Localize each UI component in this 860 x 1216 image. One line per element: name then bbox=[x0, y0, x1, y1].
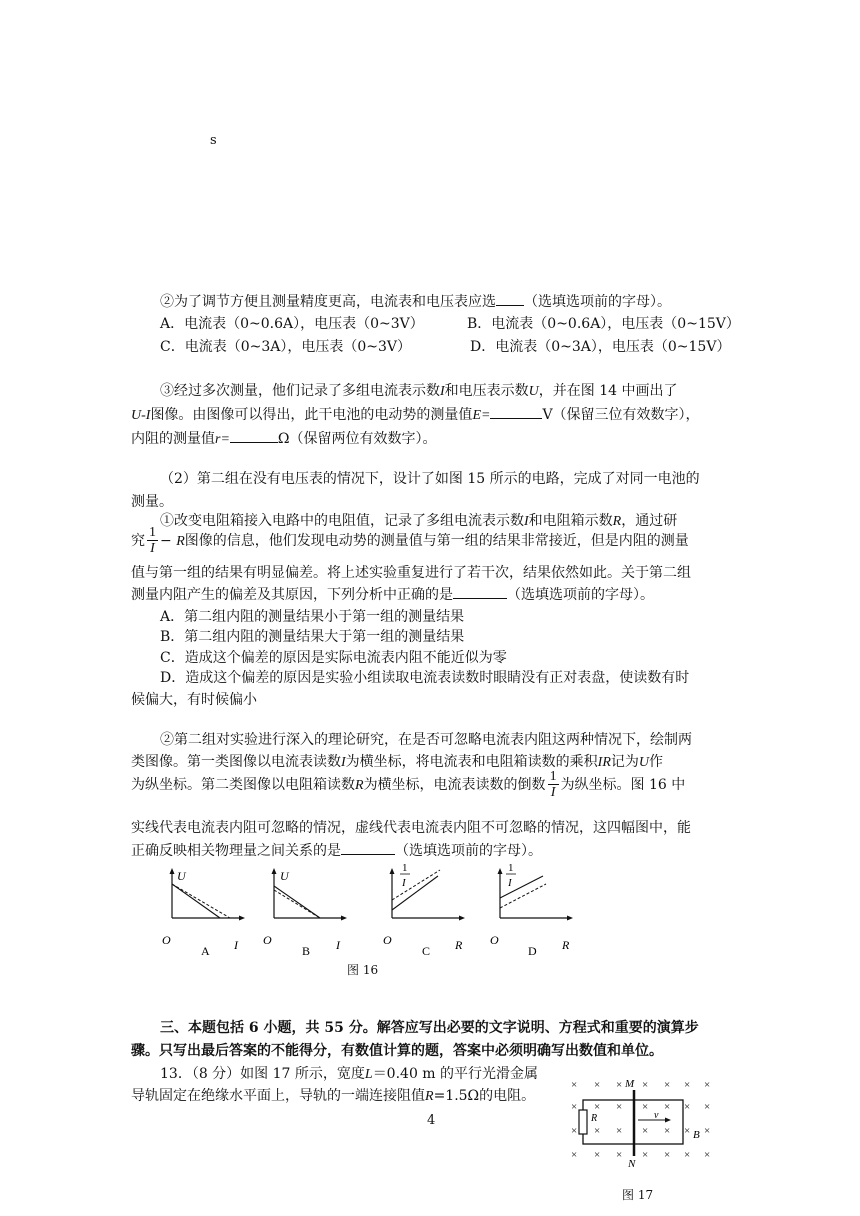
part3-text: 作 bbox=[649, 754, 664, 770]
label-m: M bbox=[625, 1078, 635, 1090]
field-cross: × bbox=[616, 1125, 623, 1137]
frac-numerator: 1 bbox=[549, 769, 557, 784]
q3-text: ，并在图 14 中画出了 bbox=[538, 383, 678, 399]
figure-17 bbox=[568, 1074, 718, 1184]
emf-answer-blank[interactable] bbox=[490, 404, 542, 419]
part2-s4 bbox=[131, 584, 654, 604]
fraction-1-over-I bbox=[548, 770, 559, 800]
q3-text: 内阻的测量值 bbox=[131, 431, 215, 447]
label-v: v bbox=[654, 1110, 659, 1121]
graph-a-xlabel: I bbox=[234, 938, 238, 952]
page-number: 4 bbox=[427, 1113, 436, 1128]
resistor-symbol bbox=[579, 1110, 587, 1134]
part2-answer-blank[interactable] bbox=[453, 584, 507, 599]
graph-a-origin: O bbox=[162, 933, 171, 947]
var-R: R bbox=[355, 778, 364, 793]
part3-text: 为纵坐标。第二类图像以电阻箱读数 bbox=[131, 777, 355, 793]
q2-answer-blank[interactable] bbox=[496, 291, 524, 306]
q2-option-c: C．电流表（0~3A），电压表（0~3V） bbox=[160, 339, 412, 355]
section3-l2: 骤。只写出最后答案的不能得分，有数值计算的题，答案中必须明确写出数值和单位。 bbox=[131, 1043, 663, 1059]
part2-s2 bbox=[131, 526, 689, 556]
q3-line2 bbox=[131, 404, 700, 424]
graph-b-xlabel: I bbox=[336, 938, 340, 952]
part3-l5 bbox=[131, 840, 542, 860]
q2-tail: （选填选项前的字母）。 bbox=[524, 294, 671, 310]
var-E: E= bbox=[472, 408, 491, 423]
part3-l2 bbox=[131, 751, 663, 771]
var-I: I bbox=[341, 755, 346, 770]
field-cross: × bbox=[571, 1149, 578, 1161]
field-cross: × bbox=[616, 1079, 623, 1091]
figure-17-caption: 图 17 bbox=[622, 1188, 654, 1202]
field-cross: × bbox=[704, 1079, 711, 1091]
part3-l3 bbox=[131, 770, 685, 800]
field-cross: × bbox=[594, 1079, 601, 1091]
q13-text: =1.5Ω的电阻。 bbox=[433, 1088, 536, 1104]
graph-d-ylabel-den: I bbox=[508, 877, 512, 889]
field-cross: × bbox=[664, 1101, 671, 1113]
graph-b-origin: O bbox=[263, 933, 272, 947]
q3-text: 和电压表示数 bbox=[444, 383, 529, 399]
q2-option-a: A．电流表（0~0.6A），电压表（0~3V） bbox=[160, 316, 424, 332]
frac-numerator: 1 bbox=[149, 525, 156, 540]
field-cross: × bbox=[684, 1101, 691, 1113]
var-U: U bbox=[638, 755, 650, 770]
field-cross: × bbox=[664, 1125, 671, 1137]
q13-text: 13．（8 分）如图 17 所示，宽度 bbox=[160, 1066, 365, 1082]
field-cross: × bbox=[642, 1125, 649, 1137]
graph-d-origin: O bbox=[490, 933, 499, 947]
part3-text: 记为 bbox=[610, 754, 639, 770]
q3-text: V（保留三位有效数字）， bbox=[542, 407, 700, 423]
part3-text: （选填选项前的字母）。 bbox=[395, 843, 542, 859]
frac-denominator: I bbox=[550, 785, 556, 800]
part2-option-c: C．造成这个偏差的原因是实际电流表内阻不能近似为零 bbox=[160, 650, 507, 666]
part3-l1: ②第二组对实验进行深入的理论研究，在是否可忽略电流表内阻这两种情况下，绘制两 bbox=[160, 732, 692, 748]
var-U: U bbox=[528, 384, 539, 399]
field-cross: × bbox=[571, 1101, 578, 1113]
field-cross: × bbox=[594, 1125, 601, 1137]
graph-a-letter: A bbox=[201, 944, 210, 958]
field-cross: × bbox=[664, 1149, 671, 1161]
graph-c-origin: O bbox=[383, 933, 392, 947]
field-cross: × bbox=[571, 1125, 578, 1137]
part2-text: 和电阻箱示数 bbox=[528, 513, 613, 529]
part2-text: ，通过研 bbox=[621, 513, 678, 529]
graph-b bbox=[263, 868, 347, 958]
part2-text: （选填选项前的字母）。 bbox=[507, 587, 654, 603]
graph-a-ylabel: U bbox=[177, 869, 186, 883]
label-b: B bbox=[693, 1129, 700, 1141]
graph-c-letter: C bbox=[422, 944, 431, 958]
graph-d bbox=[490, 862, 573, 958]
label-r: R bbox=[591, 1113, 598, 1124]
section3-l1: 三、本题包括 6 小题，共 55 分。解答应写出必要的文字说明、方程式和重要的演算步 bbox=[160, 1020, 699, 1036]
field-cross: × bbox=[704, 1149, 711, 1161]
field-cross: × bbox=[704, 1101, 711, 1113]
graph-a bbox=[162, 868, 245, 958]
var-I: I bbox=[440, 384, 445, 399]
part2-text: 究 bbox=[131, 533, 145, 549]
var-IR: IR bbox=[597, 755, 611, 770]
q2-text: ②为了调节方便且测量精度更高，电流表和电压表应选 bbox=[160, 294, 496, 310]
var-r: r= bbox=[215, 432, 230, 447]
q13-l1 bbox=[160, 1063, 538, 1083]
field-cross: × bbox=[594, 1149, 601, 1161]
frac-denominator: I bbox=[150, 541, 155, 556]
var-R: R bbox=[176, 534, 185, 549]
q13-text: ＝0.40 m 的平行光滑金属 bbox=[372, 1066, 539, 1082]
var-UI: U-I bbox=[131, 408, 151, 423]
part2-text: 测量内阻产生的偏差及其原因，下列分析中正确的是 bbox=[131, 587, 453, 603]
field-cross: × bbox=[684, 1125, 691, 1137]
part2-option-a: A．第二组内阻的测量结果小于第一组的测量结果 bbox=[160, 609, 465, 625]
minus-sign: − bbox=[160, 533, 172, 549]
field-cross: × bbox=[616, 1149, 623, 1161]
q13-text: 导轨固定在绝缘水平面上，导轨的一端连接阻值 bbox=[131, 1088, 425, 1104]
field-cross: × bbox=[704, 1125, 711, 1137]
part3-text: 正确反映相关物理量之间关系的是 bbox=[131, 843, 341, 859]
stray-mark: s bbox=[210, 133, 217, 148]
q2-option-b: B．电流表（0~0.6A），电压表（0~15V） bbox=[467, 316, 740, 332]
part2-text: ①改变电阻箱接入电路中的电阻值，记录了多组电流表示数 bbox=[160, 513, 524, 529]
part2-line1: （2）第二组在没有电压表的情况下，设计了如图 15 所示的电路，完成了对同一电池的 bbox=[160, 471, 700, 487]
field-cross: × bbox=[642, 1149, 649, 1161]
graph-c bbox=[383, 862, 465, 958]
q3-text: Ω（保留两位有效数字）。 bbox=[277, 431, 437, 447]
figure-16-caption: 图 16 bbox=[347, 963, 379, 977]
part3-text: 类图像。第一类图像以电流表读数 bbox=[131, 754, 341, 770]
var-I: I bbox=[524, 514, 529, 529]
field-cross: × bbox=[684, 1149, 691, 1161]
q2-option-d: D．电流表（0~3A），电压表（0~15V） bbox=[470, 339, 731, 355]
var-L: L bbox=[364, 1067, 373, 1082]
part3-text: 为纵坐标。图 16 中 bbox=[560, 777, 686, 793]
graph-c-xlabel: R bbox=[455, 938, 463, 952]
part3-answer-blank[interactable] bbox=[341, 840, 395, 855]
field-cross: × bbox=[594, 1101, 601, 1113]
var-R: R bbox=[425, 1089, 434, 1104]
resistance-answer-blank[interactable] bbox=[230, 428, 278, 443]
part2-option-d: D．造成这个偏差的原因是实验小组读取电流表读数时眼睛没有正对表盘，使读数有时 bbox=[160, 670, 690, 686]
part2-line2: 测量。 bbox=[131, 494, 173, 510]
graph-c-ylabel-num: 1 bbox=[402, 862, 408, 874]
field-cross: × bbox=[616, 1101, 623, 1113]
q3-text: ③经过多次测量，他们记录了多组电流表示数 bbox=[160, 383, 440, 399]
field-cross: × bbox=[571, 1079, 578, 1091]
graph-b-ylabel: U bbox=[280, 869, 289, 883]
part2-text: 图像的信息，他们发现电动势的测量值与第一组的结果非常接近，但是内阻的测量 bbox=[184, 533, 689, 549]
part3-text: 为横坐标，电流表读数的倒数 bbox=[363, 777, 546, 793]
part3-text: 为横坐标，将电流表和电阻箱读数的乘积 bbox=[345, 754, 598, 770]
graph-d-ylabel-num: 1 bbox=[508, 862, 514, 874]
field-cross: × bbox=[664, 1079, 671, 1091]
part2-s3: 值与第一组的结果有明显偏差。将上述实验重复进行了若干次，结果依然如此。关于第二组 bbox=[131, 565, 691, 581]
var-R: R bbox=[612, 514, 622, 529]
graph-c-ylabel-den: I bbox=[402, 877, 406, 889]
part2-option-d-cont: 候偏大，有时候偏小 bbox=[131, 692, 257, 708]
q3-line1 bbox=[160, 380, 678, 400]
field-cross: × bbox=[642, 1101, 649, 1113]
figure-16 bbox=[150, 858, 590, 968]
label-n: N bbox=[628, 1158, 636, 1170]
fraction-1-over-I bbox=[147, 526, 158, 556]
field-cross: × bbox=[684, 1079, 691, 1091]
graph-b-letter: B bbox=[302, 944, 311, 958]
q3-text: 图像。由图像可以得出，此干电池的电动势的测量值 bbox=[150, 407, 473, 423]
part3-l4: 实线代表电流表内阻可忽略的情况，虚线代表电流表内阻不可忽略的情况，这四幅图中，能 bbox=[131, 820, 691, 836]
q13-l2 bbox=[131, 1085, 535, 1105]
q2-stem bbox=[160, 291, 671, 311]
part2-option-b: B．第二组内阻的测量结果大于第一组的测量结果 bbox=[160, 629, 465, 645]
field-cross: × bbox=[642, 1079, 649, 1091]
q3-line3 bbox=[131, 428, 437, 448]
graph-d-xlabel: R bbox=[562, 938, 570, 952]
graph-d-letter: D bbox=[528, 944, 537, 958]
